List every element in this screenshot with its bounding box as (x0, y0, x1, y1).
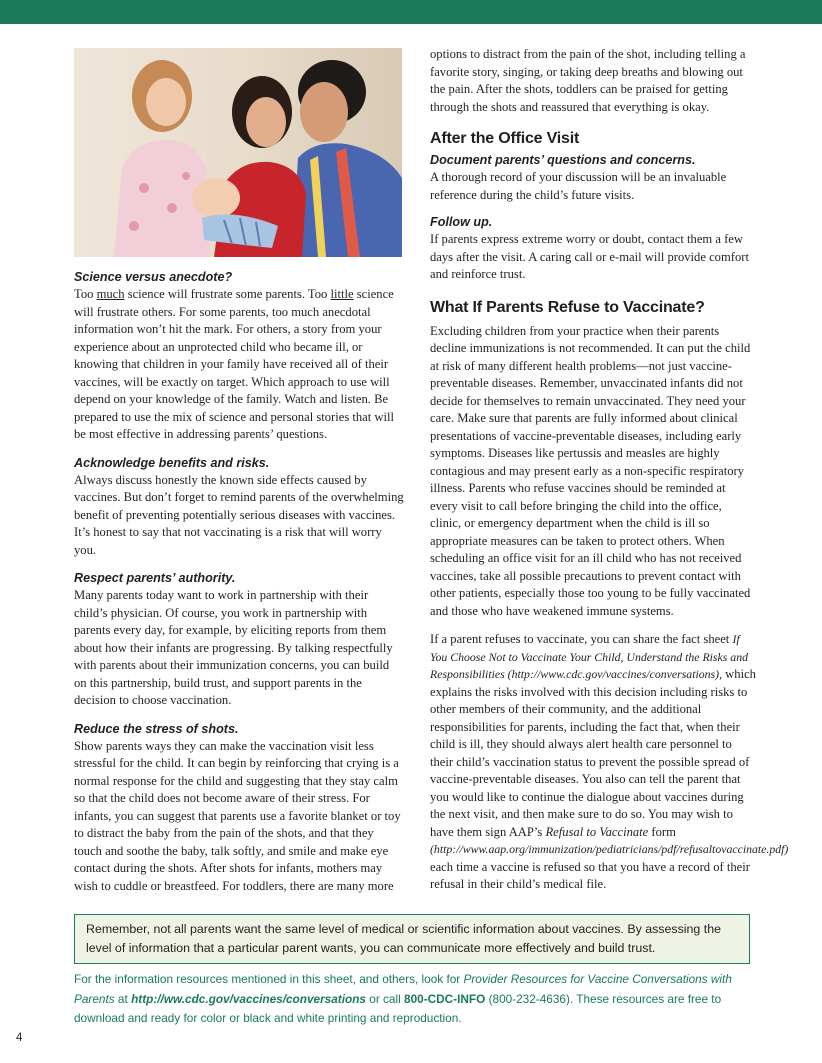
refuse-text-2: which explains the risks involved with this decision including risks to other members of their community, and the additional responsibilities for parents, including the fact that, when their child is ill, they should always alert health care personnel to their child’s vaccination status to prevent the possible spread of vaccine-preventable diseases. You also can tell the parent that you would like to continue the dialogue about vaccines during the next visit, and then make sure to do so. You may wish to have them sign AAP’s (430, 667, 756, 839)
benefits-body: Always discuss honestly the known side effects caused by vaccines. But don’t forget to remind parents of the overwhelming benefit of preventing potentially serious diseases with vaccines. It’s honest to say that not vaccinating is a risk that will worry you. (74, 472, 404, 557)
section-benefits (74, 455, 404, 560)
science-body (74, 286, 404, 444)
stress-body: Show parents ways they can make the vaccination visit less stressful for the child. It can begin by reinforcing that crying is a normal response for the child and suggesting that they stay calm so that the child does not become aware of their stress. For infants, you can suggest that parents use a favorite blanket or toy to distract the baby from the pain of the shots, and that they touch and soothe the baby, talk softly, and smile and make eye contact during the shots. After shots for infants, mothers may wish to cuddle or breastfeed. For toddlers, there are many more (74, 738, 401, 893)
refuse-text-4: each time a vaccine is refused so that you have a record of their refusal in their child’s medical file. (430, 859, 750, 891)
resources-text-2: at (114, 991, 132, 1006)
authority-body: Many parents today want to work in partnership with their child’s physician. Of course, you work in partnership with parents every day, for example, by eliciting reports from them about how their infants are progressing. By talking respectfully with parents about their immunization concerns, you can build on this partnership, build trust, and support parents in the decision to choose vaccination. (74, 588, 393, 707)
follow-up-body: If parents express extreme worry or doubt, contact them a few days after the visit. A caring call or e-mail will provide comfort and reinforce trust. (430, 232, 749, 281)
document-body: A thorough record of your discussion will be an invaluable reference during the child’s future visits. (430, 170, 727, 202)
much-underlined: much (96, 287, 125, 301)
left-column (74, 269, 404, 895)
section-stress (74, 721, 404, 896)
follow-up-heading: Follow up. (430, 215, 493, 229)
after-visit-heading: After the Office Visit (430, 130, 580, 147)
family-photo (74, 48, 402, 257)
science-text-3: science will frustrate others. For some parents, too much anecdotal information won’t hit the mark. For others, a story from your experience about an unprotected child who became ill, or knowing that children in your family have received all of their vaccines, will be exactly on target. Which approach to use will depend on your knowledge of the family. Watch and listen. Be prepared to use the mix of science and personal stories that will be most effective in addressing parents’ questions. (74, 287, 394, 441)
fact-sheet-title: If You Choose Not to Vaccinate Your Child, Understand the Risks and Responsibilities (http://www.cdc.gov/vaccines/conversations), (430, 632, 748, 681)
header-bar (0, 0, 822, 24)
refusal-form-link[interactable]: (http://www.aap.org/immunization/pediatricians/pdf/refusaltovaccinate.pdf) (430, 842, 789, 856)
refuse-paragraph-2 (430, 631, 789, 894)
little-underlined: little (330, 287, 354, 301)
science-text-1: Too (74, 287, 97, 301)
resources-url-link[interactable]: http://ww.cdc.gov/vaccines/conversations (131, 991, 366, 1006)
benefits-heading: Acknowledge benefits and risks. (74, 455, 270, 470)
right-column (430, 46, 789, 894)
resources-phone: 800-CDC-INFO (404, 991, 486, 1006)
section-authority (74, 570, 404, 710)
resources-title: Provider Resources for Vaccine Conversations with Parents (74, 972, 732, 1006)
resources-text-3: or call (365, 991, 405, 1006)
resources-text-4: (800-232-4636). These resources are free to download and ready for color or black and white printing and reproduction. (74, 991, 722, 1025)
refuse-paragraph-1: Excluding children from your practice when their parents decline immunizations is not recommended. It can put the child at risk of many different health problems—not just vaccine-preventable diseases. Remember, unvaccinated infants did not decide for themselves to remain unvaccinated. They need your care. Make sure that parents are fully informed about clinical presentations of vaccine-preventable diseases, including early symptoms. Diseases like pertussis and measles are highly contagious and may present early as a non-specific respiratory illness. Parents who refuse vaccines should be reminded at every visit to call before bringing the child into the office, clinic, or emergency department when the child is ill so appropriate measures can be taken to protect others. When scheduling an office visit for an ill child who has not received vaccines, take all possible precautions to prevent contact with other patients, especially those too young to be fully vaccinated and those who have weakened immune systems. (430, 323, 751, 618)
family-illustration (74, 48, 402, 257)
section-science (74, 269, 404, 444)
refusal-form-title: Refusal to Vaccinate (545, 824, 649, 839)
callout-text: Remember, not all parents want the same level of medical or scientific information about vaccines. By assessing the level of information that a particular parent wants, you can communicate more effectively and build trust. (86, 922, 721, 955)
resources-text-1: For the information resources mentioned in this sheet, and others, look for (74, 972, 464, 986)
science-text-2: science will frustrate some parents. Too (124, 287, 331, 301)
refuse-text-3: form (648, 824, 676, 839)
page-number: 4 (16, 1032, 23, 1044)
science-heading: Science versus anecdote? (74, 270, 233, 284)
callout-box (74, 914, 750, 964)
authority-heading: Respect parents’ authority. (74, 571, 236, 585)
stress-continuation: options to distract from the pain of the shot, including telling a favorite story, singing, or taking deep breaths and blowing out the pain. After the shots, toddlers can be praised for getting through the shots and reassured that everything is okay. (430, 47, 746, 114)
refuse-text-1: If a parent refuses to vaccinate, you can share the fact sheet (430, 632, 733, 646)
document-heading: Document parents’ questions and concerns. (430, 153, 696, 167)
stress-heading: Reduce the stress of shots. (74, 721, 239, 736)
refuse-heading: What If Parents Refuse to Vaccinate? (430, 298, 705, 316)
resources-note (74, 970, 764, 1029)
